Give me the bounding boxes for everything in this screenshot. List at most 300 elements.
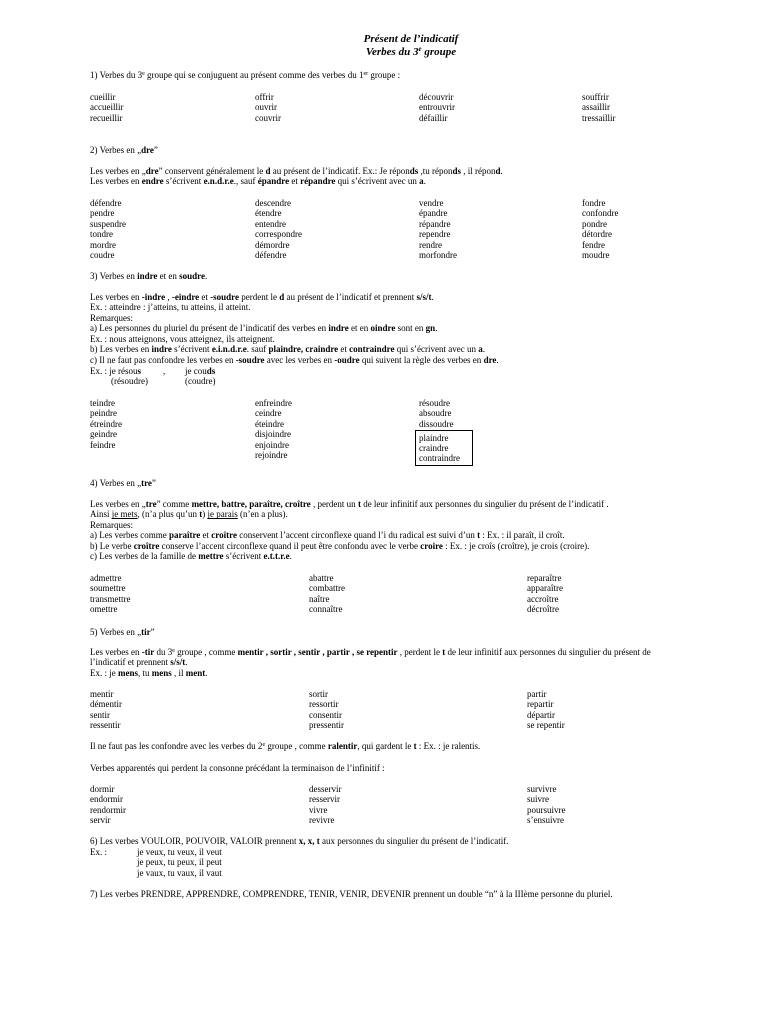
verb-item: mentir [90,689,114,699]
verb-item: admettre [90,573,122,583]
text-run: : Ex. : je ralentis. [416,741,481,751]
verb-item: vendre [419,198,444,208]
text-run: , qui gardent le [357,741,414,751]
text-run: et [289,176,301,187]
text-run: 2) Verbes en „ [90,145,142,155]
bold-text: dre [141,145,154,155]
verb-item: correspondre [255,229,302,240]
text-run: (n’en a plus). [237,509,288,520]
bold-text: tre [141,478,152,488]
text-run: groupe : [368,70,401,80]
bold-text: indre [137,271,158,281]
verb-item: feindre [90,439,116,450]
text-line [90,520,609,530]
bold-text: gn [425,323,436,334]
text-run: . [205,667,208,678]
section-5-heading [90,627,155,637]
text-line [90,509,609,519]
text-run: groupe [421,46,457,58]
bold-text: -eindre [171,292,200,302]
verb-item: entendre [255,218,286,229]
verb-item: pendre [90,208,115,219]
text-run: b) Le verbe [90,540,134,551]
superscript-text: e [262,741,266,748]
verb-column [527,689,565,731]
text-line [90,292,499,302]
section-5-paragraph [90,647,651,678]
verb-item: revivre [309,815,335,826]
text-run: 3) Verbes en [90,271,138,281]
section-7-heading [90,889,613,899]
verb-item: connaître [309,604,343,615]
text-run: groupe , comme [174,647,238,657]
text-run: Les verbes en [90,176,142,187]
text-run: Remarques: [90,519,133,530]
text-run: , (n’a plus qu’un [137,509,200,520]
bold-text: e.n.d.r.e [203,176,234,187]
bold-text: x, x, t [298,836,320,846]
text-run: groupe , comme [265,741,328,751]
bold-text: t [442,647,446,657]
text-run: de leur infinitif aux personnes du singulier du présent de [445,647,651,657]
verb-item: offrir [255,92,274,102]
verb-column [419,198,457,261]
bold-text: oindre [370,323,396,334]
text-line [90,657,651,667]
bold-text: mens [151,667,172,678]
text-run: ” [150,627,155,637]
text-line [90,176,503,186]
verb-item: dormir [90,784,115,794]
text-run: ,tu répon [418,166,453,176]
text-run: ” conservent généralement le [158,166,266,176]
text-run: b) Les verbes en [90,344,152,355]
conjugation-example: je veux, tu veux, il veut [137,847,222,857]
superscript-text: e [418,45,422,53]
text-run: . [482,344,485,355]
text-run: . [423,176,426,187]
text-run: c) Il ne faut pas confondre les verbes en [90,354,236,365]
verb-item: épandre [419,208,448,219]
boxed-verb-list [415,430,473,466]
verb-item: abattre [309,573,334,583]
text-run: qui s’écrivent avec un [394,344,479,355]
text-run: . [496,354,499,365]
text-line [90,668,651,678]
text-run: 7) Les verbes PRENDRE, APPRENDRE, COMPRENDRE, TENIR, VENIR, DEVENIR prennent un double “n” à la IIIème personne du pluriel. [90,889,613,899]
bold-text: d [495,166,501,176]
text-run: au présent de l’indicatif. Ex.: Je répon [270,166,410,176]
text-run: ” comme [156,499,192,509]
verb-item: craindre [419,442,449,453]
text-run: groupe qui se conjuguent au présent comme des verbes du 1 [144,70,364,80]
verb-column [527,784,566,826]
verb-item: omettre [90,604,118,615]
superscript-text: e [172,647,175,654]
bold-text: t [199,509,203,520]
text-run: ., sauf [233,176,258,187]
text-run: Ex. : nous atteignons, vous atteignez, ils atteignent. [90,333,275,344]
text-line [90,355,499,365]
conjugation-example: je vaux, tu vaux, il vaut [137,867,222,878]
verb-item: sortir [309,689,328,699]
example-separator: , [163,366,166,376]
superscript-text: e [142,70,145,77]
text-line [90,551,609,561]
verb-item: défendre [90,198,122,208]
verb-column [90,92,123,123]
verb-item: défendre [255,250,287,261]
verb-item: découvrir [419,92,454,102]
bold-text: soudre [179,271,206,281]
text-line [90,541,609,551]
section-6-examples [137,847,222,878]
verb-item: reparaître [527,573,562,583]
verb-item: rependre [419,229,451,240]
verb-item: geindre [90,429,117,440]
verb-item: vivre [309,804,328,815]
verb-item: recueillir [90,112,123,123]
text-run: : Ex. : je croîs (croître), je crois (croire). [442,540,590,551]
verb-item: teindre [90,398,115,408]
verb-item: fendre [582,239,605,250]
section-2-paragraph [90,166,503,187]
verb-column [255,92,281,123]
verb-item: absoudre [419,408,452,419]
verb-item: ceindre [255,408,282,419]
text-run: 5) Verbes en „ [90,627,142,637]
text-run: conservent l’accent circonflexe quand l’i du radical est suivi d’un [236,530,478,541]
text-run: et en [348,323,371,334]
text-run: s’écrivent [163,176,204,187]
verb-column [90,398,122,450]
section-3-paragraph [90,292,499,365]
verb-item: entrouvrir [419,102,455,113]
text-run: , [165,292,172,302]
text-run: sont en [395,323,426,334]
verb-item: éteindre [255,418,284,429]
bold-text: a [478,344,483,355]
bold-text: croire [420,540,443,551]
verb-item: suivre [527,794,549,805]
text-run: c) Les verbes de la famille de [90,551,199,562]
bold-text: t [413,741,417,751]
text-run: je cou [185,366,207,376]
verb-item: s’ensuivre [527,815,564,826]
text-run: . [185,657,188,668]
bold-text: tre [145,499,157,509]
bold-text: ralentir [327,741,358,751]
verb-item: couvrir [255,112,281,123]
bold-text: dre [483,354,497,365]
text-run: , il [171,667,186,678]
verb-item: ressortir [309,699,339,710]
verb-item: resservir [309,794,340,805]
text-run: Ex. : je [90,667,118,678]
text-line [90,530,609,540]
text-run: qui suivent la règle des verbes en [359,354,484,365]
verb-item: décroître [527,604,559,615]
bold-text: indre [328,323,349,334]
bold-text: ment [185,667,206,678]
verb-item: ressentir [90,720,121,731]
text-line [90,334,499,344]
superscript-text: er [363,70,369,77]
section-5-note [90,741,480,751]
section-6-heading [90,836,508,846]
bold-text: mettre, battre, paraître, croître [191,499,311,509]
bold-text: s/s/t [416,292,432,302]
bold-text: mentir , sortir , sentir , partir , se repentir [237,647,398,657]
bold-text: -soudre [235,354,265,365]
verb-item: moudre [582,250,610,261]
verb-item: enjoindre [255,439,289,450]
verb-item: se repentir [527,720,565,731]
title-line-2 [300,46,522,59]
text-run: Les verbes en „ [90,499,146,509]
text-run: conserve l’accent circonflexe quand il peut être confondu avec le verbe [159,540,421,551]
verb-item: étreindre [90,418,122,429]
bold-text: croître [211,530,237,541]
section-6-example-label: Ex. : [90,847,107,857]
text-run: aux personnes du singulier du présent de l’indicatif. [319,836,509,846]
text-run: : Ex. : il paraît, il croît. [480,530,565,541]
text-run: et [199,292,211,302]
bold-text: s/s/t [170,657,186,668]
text-run: qui s’écrivent avec un [335,176,420,187]
text-run: , il répon [461,166,496,176]
bold-text: ds [452,166,462,176]
verb-item: démentir [90,699,122,710]
text-line [90,313,499,323]
text-run: Verbes du 3 [365,46,419,58]
verb-item: transmettre [90,593,131,604]
verb-item: peindre [90,408,117,419]
verb-column [309,573,345,615]
bold-text: répandre [300,176,336,187]
bold-text: contraindre [349,344,395,355]
verb-column [582,198,618,261]
verb-column [90,198,126,261]
verb-item: morfondre [419,250,457,261]
text-run: . [500,166,503,176]
bold-text: croître [133,540,160,551]
text-line [90,323,499,333]
text-run: . [289,551,292,562]
section-2-heading [90,145,158,155]
text-run: . sauf [246,344,269,355]
text-run: perdent le [239,292,280,302]
bold-text: ds [409,166,419,176]
verb-item: naître [309,593,330,604]
text-run: a) Les personnes du pluriel du présent de l’indicatif des verbes en [90,323,329,334]
bold-text: tir [141,627,151,637]
verb-item: servir [90,815,111,826]
text-run: , perdent le [397,647,443,657]
text-run: . [435,323,438,334]
verb-item: démordre [255,239,290,250]
underlined-text: je parais [207,509,238,520]
text-run: . [431,292,434,302]
example-coudre-note: (coudre) [185,376,216,387]
verb-item: endormir [90,794,123,805]
verb-item: rendre [419,239,442,250]
verb-column [582,92,616,123]
bold-text: mens [118,667,138,678]
verb-item: desservir [309,784,342,794]
verb-item: rejoindre [255,450,288,461]
bold-text: -oudre [334,354,360,365]
verb-item: accueillir [90,102,124,113]
verb-item: tressaillir [582,112,616,123]
section-4-paragraph [90,499,609,562]
text-run: Il ne faut pas les confondre avec les verbes du 2 [90,741,263,751]
section-1-heading [90,70,400,80]
verb-item: cueillir [90,92,116,102]
bold-text: a [419,176,424,187]
text-run: ” [151,478,156,488]
text-run: avec les verbes en [264,354,335,365]
text-run: ) [202,509,208,520]
text-run: Les verbes en „ [90,166,146,176]
bold-text: t [357,499,361,509]
text-run: Ex. : atteindre : j’atteins, tu atteins, il atteint. [90,302,251,313]
verb-column [527,573,563,615]
verb-item: soumettre [90,583,126,594]
verb-item: étendre [255,208,282,219]
text-line [90,499,609,509]
verb-item: plaindre [419,432,449,443]
verb-item: coudre [90,250,115,261]
section-4-heading [90,478,156,488]
text-line [90,302,499,312]
verb-item: tondre [90,229,113,240]
bold-text: épandre [257,176,290,187]
verb-item: dissoudre [419,418,454,429]
verb-item: partir [527,689,547,699]
example-resoudre [90,366,141,376]
text-line [90,344,499,354]
verb-column [255,398,292,461]
text-run: 1) Verbes du 3 [90,70,143,80]
text-run: 4) Verbes en „ [90,478,142,488]
verb-column [419,398,454,429]
verb-item: mordre [90,239,116,250]
bold-text: plaindre, craindre [268,344,339,355]
title-line-1: Présent de l’indicatif [363,33,459,45]
verb-item: suspendre [90,218,126,229]
verb-column [90,784,126,826]
text-run: a) Les verbes comme [90,530,169,541]
verb-item: assaillir [582,102,610,113]
text-run: Les verbes en [90,647,142,657]
verb-item: descendre [255,198,291,208]
verb-item: enfreindre [255,398,292,408]
verb-item: souffrir [582,92,609,102]
verb-item: défaillir [419,112,448,123]
text-run: de leur infinitif aux personnes du singulier du présent de l’indicatif . [360,499,609,509]
verb-item: confondre [582,208,619,219]
verb-item: pondre [582,218,607,229]
bold-text: dre [145,166,159,176]
bold-text: mettre [198,551,224,562]
bold-text: -tir [141,647,155,657]
text-run: . [205,271,208,281]
bold-text: indre [151,344,172,355]
text-run: et en [157,271,180,281]
verb-column [419,92,455,123]
verb-item: disjoindre [255,429,291,440]
related-verbs-heading [90,763,385,773]
verb-item: combattre [309,583,345,594]
text-run: l’indicatif et prennent [90,657,171,668]
verb-column [90,689,122,731]
verb-item: accroître [527,593,559,604]
verb-item: poursuivre [527,804,566,815]
verb-item: pressentir [309,720,344,731]
example-resoudre-note: (résoudre) [111,376,148,387]
page-title [300,33,522,59]
section-3-example [90,366,290,387]
underlined-text: je mets [111,509,138,520]
verb-item: apparaître [527,583,563,594]
bold-text: e.i.n.d.r.e [211,344,247,355]
text-run: ” [153,145,158,155]
text-line [90,166,503,176]
text-run: Remarques: [90,312,133,323]
bold-text: t [477,530,481,541]
section-3-heading [90,271,207,281]
text-run: Verbes apparentés qui perdent la consonne précédant la terminaison de l’infinitif : [90,763,385,773]
conjugation-example: je peux, tu peux, il peut [137,857,222,868]
bold-text: e.t.t.r.e [263,551,290,562]
text-run: s’écrivent [223,551,264,562]
text-line [90,647,651,657]
verb-item: survivre [527,784,557,794]
bold-text: d [265,166,271,176]
bold-text: endre [141,176,164,187]
text-run: s’écrivent [171,344,212,355]
verb-item: détordre [582,229,612,240]
verb-column [90,573,130,615]
bold-text: -indre [141,292,166,302]
verb-column [309,689,344,731]
bold-text: s [137,366,142,376]
verb-column [309,784,342,826]
text-run: au présent de l’indicatif et prennent [284,292,417,302]
text-run: et [200,530,212,541]
verb-item: contraindre [419,453,460,464]
verb-item: sentir [90,709,110,720]
verb-item: répandre [419,218,451,229]
verb-item: repartir [527,699,554,710]
verb-item: résoudre [419,398,450,408]
text-run: Les verbes en [90,292,142,302]
verb-item: rendormir [90,804,126,815]
verb-column [255,198,302,261]
bold-text: -soudre [210,292,240,302]
verb-item: ouvrir [255,102,277,113]
bold-text: ds [206,366,216,376]
text-run: , tu [138,667,152,678]
verb-item: départir [527,709,555,720]
text-run: Ex. : je résou [90,366,138,376]
bold-text: paraître [168,530,201,541]
text-run: et [338,344,350,355]
bold-text: d [279,292,285,302]
text-run: , perdent un [310,499,358,509]
text-run: du 3 [154,647,173,657]
